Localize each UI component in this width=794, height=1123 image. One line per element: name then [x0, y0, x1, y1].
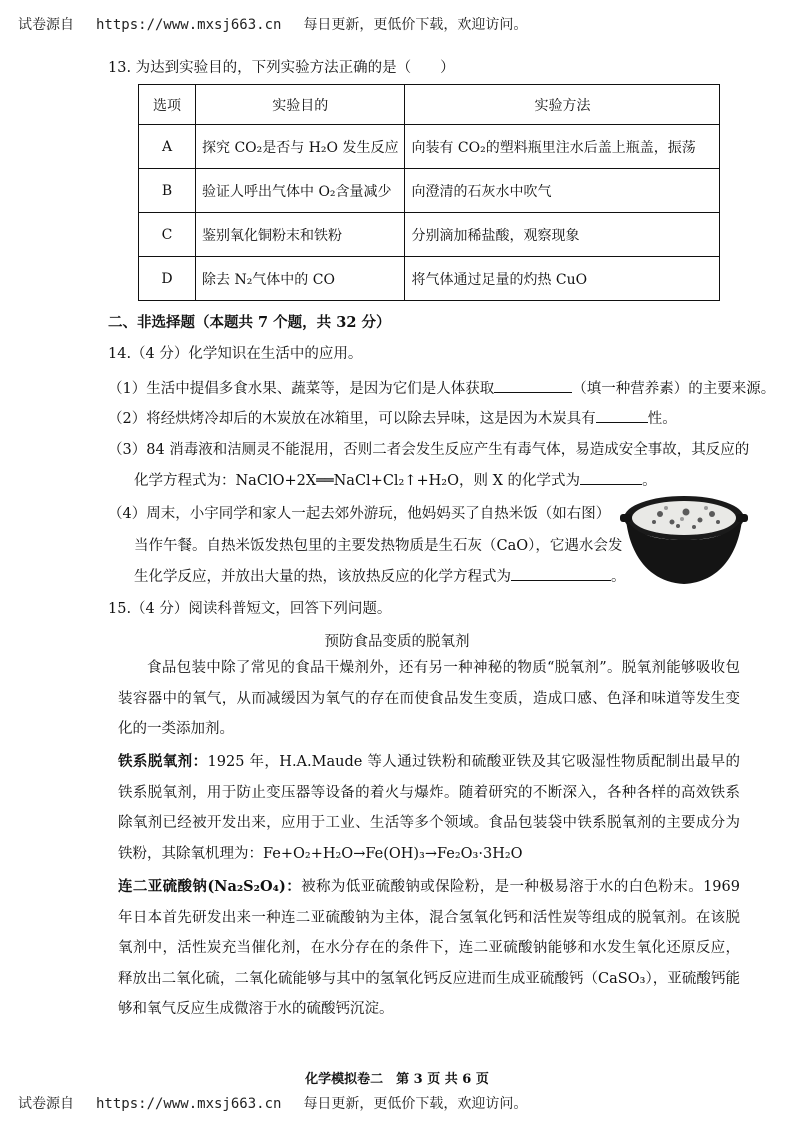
paragraph-lead: 连二亚硫酸钠(Na₂S₂O₄)：: [118, 878, 302, 895]
row-option: A: [139, 125, 196, 169]
q14-part3-text: 化学方程式为：NaClO+2X══NaCl+Cl₂↑+H₂O，则 X 的化学式为: [134, 473, 581, 489]
q14-part1: [108, 377, 775, 398]
passage-paragraph-1: [118, 653, 740, 745]
q13-title: 13. 为达到实验目的，下列实验方法正确的是（ ）: [108, 60, 455, 76]
col-header-purpose: 实验目的: [196, 85, 405, 125]
self-heating-rice-image: [620, 492, 748, 588]
q14-part2-tail: 性。: [647, 411, 677, 427]
table-row: [139, 257, 720, 301]
row-method: 向装有 CO₂的塑料瓶里注水后盖上瓶盖，振荡: [405, 125, 720, 169]
paragraph-text: 被称为低亚硫酸钠或保险粉，是一种极易溶于水的白色粉末。1969 年日本首先研发出来一种连二亚硫酸钠为主体，混合氢氧化钙和活性炭等组成的脱氧剂。在该脱氧剂中，活性炭充当催化剂，在水分存在的条件下，连二亚硫酸钠能够和水发生氧化还原反应，释放出二氧化硫，二氧化硫能够与其中的氢氧化钙反应进而生成亚硫酸钙（CaSO₃），亚硫酸钙能够和氧气反应生成微溶于水的硫酸钙沉淀。: [118, 879, 740, 1017]
section-heading: 二、非选择题（本题共 7 个题，共 32 分）: [108, 314, 391, 331]
row-purpose: 探究 CO₂是否与 H₂O 发生反应: [196, 125, 405, 169]
passage-paragraph-2: [118, 747, 740, 869]
q14-part4-line2: 当作午餐。自热米饭发热包里的主要发热物质是生石灰（CaO），它遇水会发: [134, 538, 623, 554]
paragraph-lead: 铁系脱氧剂：: [118, 753, 208, 770]
footer-url[interactable]: https://www.mxsj663.cn: [96, 1096, 282, 1112]
footer-slogan: 每日更新，更低价下载，欢迎访问。: [303, 1096, 528, 1112]
row-purpose: 除去 N₂气体中的 CO: [196, 257, 405, 301]
q14-part1-tail: （填一种营养素）的主要来源。: [572, 381, 776, 397]
row-option: C: [139, 213, 196, 257]
answer-blank[interactable]: [596, 408, 648, 423]
q14-part1-text: （1）生活中提倡多食水果、蔬菜等，是因为它们是人体获取: [108, 381, 495, 397]
row-purpose: 鉴别氧化铜粉末和铁粉: [196, 213, 405, 257]
answer-blank[interactable]: [580, 470, 642, 485]
row-method: 将气体通过足量的灼热 CuO: [405, 257, 720, 301]
q14-title: 14.（4 分）化学知识在生活中的应用。: [108, 346, 363, 362]
header-url[interactable]: https://www.mxsj663.cn: [96, 17, 282, 33]
table-row: [139, 125, 720, 169]
q14-part3-tail: 。: [642, 473, 657, 489]
q14-part3-line2: [134, 469, 657, 490]
row-option: D: [139, 257, 196, 301]
answer-blank[interactable]: [511, 566, 611, 581]
header-source: 试卷源自: [18, 17, 74, 33]
passage-title: 预防食品变质的脱氧剂: [324, 634, 470, 650]
row-option: B: [139, 169, 196, 213]
row-method: 向澄清的石灰水中吹气: [405, 169, 720, 213]
answer-blank[interactable]: [494, 378, 572, 393]
col-header-option: 选项: [139, 85, 196, 125]
q14-part4-text: 生化学反应，并放出大量的热，该放热反应的化学方程式为: [134, 569, 511, 585]
passage-paragraph-3: [118, 872, 740, 1025]
q14-part4-tail: 。: [611, 569, 626, 585]
page-number: 化学模拟卷二 第 3 页 共 6 页: [305, 1072, 489, 1087]
paragraph-text: 1925 年，H.A.Maude 等人通过铁粉和硫酸亚铁及其它吸湿性物质配制出最早的铁系脱氧剂，用于防止变压器等设备的着火与爆炸。随着研究的不断深入，各种各样的高效铁系除氧剂已经被开发出来，应用于工业、生活等多个领域。食品包装袋中铁系脱氧剂的主要成分为铁粉，其除氧机理为：Fe+O₂+H₂O→Fe(OH)₃→Fe₂O₃·3H₂O: [118, 754, 740, 862]
col-header-method: 实验方法: [405, 85, 720, 125]
q14-part3-line1: （3）84 消毒液和洁厕灵不能混用，否则二者会发生反应产生有毒气体，易造成安全事故，其反应的: [108, 442, 750, 458]
header-slogan: 每日更新，更低价下载，欢迎访问。: [303, 17, 528, 33]
q14-part4-line1: （4）周末，小宇同学和家人一起去郊外游玩，他妈妈买了自热米饭（如右图）: [108, 506, 611, 522]
q14-part2-text: （2）将经烘烤冷却后的木炭放在冰箱里，可以除去异味，这是因为木炭具有: [108, 411, 596, 427]
page-footer: [18, 1093, 549, 1113]
table-header-row: [139, 85, 720, 125]
q15-title: 15.（4 分）阅读科普短文，回答下列问题。: [108, 601, 392, 617]
q14-part4-line3: [134, 565, 626, 586]
q13-table: [138, 84, 720, 301]
row-purpose: 验证人呼出气体中 O₂含量减少: [196, 169, 405, 213]
row-method: 分别滴加稀盐酸，观察现象: [405, 213, 720, 257]
table-row: [139, 169, 720, 213]
table-row: [139, 213, 720, 257]
paragraph-text: 食品包装中除了常见的食品干燥剂外，还有另一种神秘的物质“脱氧剂”。脱氧剂能够吸收包装容器中的氧气，从而减缓因为氧气的存在而使食品发生变质，造成口感、色泽和味道等发生变化的一类添加剂。: [118, 660, 740, 737]
page-header: [18, 14, 549, 34]
q14-part2: [108, 407, 677, 428]
footer-source: 试卷源自: [18, 1096, 74, 1112]
